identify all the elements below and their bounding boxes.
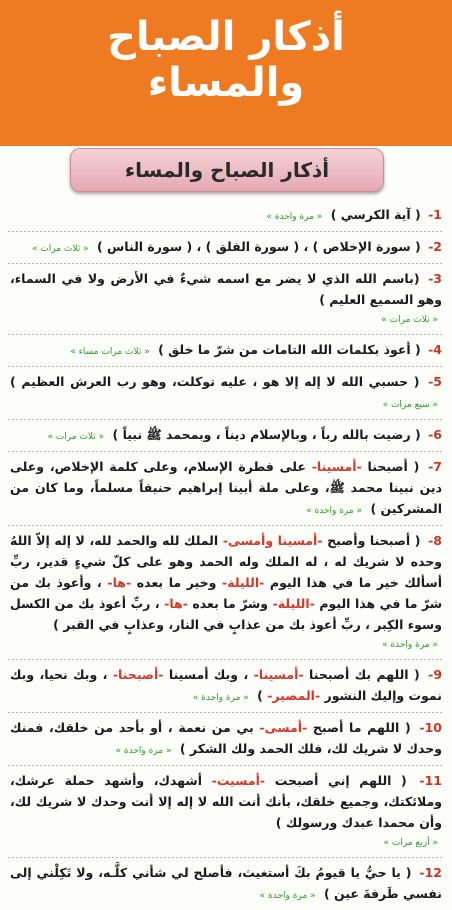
- dhikr-item-1: [0, 200, 452, 231]
- dhikr-text: ( أصبحنا وأصبح: [322, 533, 421, 548]
- item-number: 10-: [419, 720, 442, 735]
- repetition-note: « ثلاث مرات »: [31, 244, 89, 254]
- repetition-note: « أربع مرات »: [383, 838, 438, 848]
- dhikr-text: ( أعوذ بكلمات الله التامات من شرّ ما خلق ): [158, 342, 421, 357]
- dhikr-item-5: [0, 367, 452, 419]
- item-number: 11-: [419, 773, 442, 788]
- dhikr-text: ( اللهم بك أصبحنا: [303, 667, 420, 682]
- dhikr-text: ( اللهم إني أصبحت: [265, 773, 407, 788]
- dhikr-text: ( حسبي الله لا إله إلا هو ، عليه توكلت، وهو رب العرش العظيم ): [10, 374, 420, 389]
- item-number: 8-: [428, 533, 442, 548]
- repetition-note: « مرة واحدة »: [306, 506, 363, 516]
- dhikr-text: بي من نعمة ، أو بأحد من خلقك، فمنك وحدك لا شريك لك، فلك الحمد ولك الشكر ): [10, 720, 442, 756]
- dhikr-text: ( سورة الإخلاص ) ، ( سورة الفلق ) ، ( سورة الناس ): [96, 239, 421, 254]
- item-number: 9-: [428, 667, 443, 682]
- dhikr-text: الملك لله والحمد لله، لا إله إلاّ اللهُ وحده لا شريك له ، له الملك وله الحمد وهو على كلّ شيءٍ قدير، ربِّ أسألك خير ما في هذا اليوم: [10, 533, 442, 590]
- page-title-line2: والمساء: [147, 60, 305, 106]
- dhikr-text: ، وأعوذ بك من شرّ ما في هذا اليوم: [10, 575, 443, 611]
- dhikr-item-4: [0, 335, 452, 366]
- dhikr-text: ( أصبحنا: [361, 459, 420, 474]
- item-number: 6-: [428, 427, 442, 442]
- item-number: 12-: [419, 865, 442, 880]
- dhikr-item-10: [0, 713, 452, 765]
- repetition-note: « مرة واحدة »: [192, 693, 249, 703]
- dhikr-text: ، وبك نحيا، وبك نموت وإليك النشور: [10, 667, 442, 703]
- dhikr-item-3: [0, 264, 452, 334]
- dhikr-text: أشهدك، وأشهد حملة عرشك، وملائكتك، وجميع خلقك، بأنك أنت الله لا إله إلا أنت وحدك لا شريك لك، وأن محمدا عبدك ورسولك ): [10, 773, 442, 830]
- evening-variant: -المصير-: [267, 688, 321, 703]
- dhikr-text: ، ربِّ أعوذ بك من الكسل وسوء الكِبر ، ربِّ أعوذ بك من عذابٍ في النار، وعذابٍ في القبر ): [10, 596, 442, 632]
- evening-variant: -أصبحنا-: [112, 667, 164, 682]
- item-number: 4-: [428, 342, 442, 357]
- dhikr-item-8: [0, 526, 452, 659]
- dhikr-item-9: [0, 660, 452, 712]
- dhikr-text: ( اللهم ما أصبح: [307, 720, 411, 735]
- item-number: 7-: [428, 459, 442, 474]
- title-banner: [0, 0, 452, 146]
- repetition-note: « مرة واحدة »: [266, 212, 323, 222]
- dhikr-text: ، وبك أمسينا: [163, 667, 254, 682]
- dhikr-text: وخير ما بعده: [131, 575, 223, 590]
- repetition-note: « سبع مرات »: [382, 400, 438, 410]
- dhikr-text: ): [257, 688, 268, 703]
- evening-variant: -أمسينا-: [253, 667, 304, 682]
- dhikr-text: ( يا حيُّ يا قيومُ بكَ أستغيث، فأصلح لي شأني كلَّـه، ولا تَكِلْني إلى نفسي طَرفةَ عين ): [10, 865, 442, 901]
- item-number: 2-: [428, 239, 442, 254]
- evening-variant: -الليلة-: [222, 575, 265, 590]
- repetition-note: « مرة واحدة »: [382, 640, 438, 650]
- page-title-line1: أذكار الصباح: [107, 14, 345, 60]
- dhikr-text: ( آية الكرسي ): [330, 207, 421, 222]
- repetition-note: « ثلاث مرات »: [381, 315, 438, 325]
- evening-variant: -أمسى-: [259, 720, 308, 735]
- item-number: 1-: [428, 207, 442, 222]
- repetition-note: « مرة واحدة »: [115, 746, 172, 756]
- dhikr-text: ( رضيت بالله رباً ، وبالإسلام ديناً ، وبمحمد ﷺ نبياً ): [112, 427, 421, 442]
- evening-variant: -الليلة-: [272, 596, 315, 611]
- dhikr-item-6: [0, 420, 452, 451]
- item-number: 3-: [428, 271, 442, 286]
- item-number: 5-: [428, 374, 442, 389]
- dhikr-item-11: [0, 766, 452, 857]
- evening-variant: -أمسينا-: [311, 459, 362, 474]
- adhkar-list: [0, 200, 452, 910]
- repetition-note: « ثلاث مرات »: [47, 432, 105, 442]
- evening-variant: -أمسيت-: [211, 773, 266, 788]
- evening-variant: -أمسينا وأمسى-: [222, 533, 323, 548]
- dhikr-text: وشرّ ما بعده: [187, 596, 273, 611]
- dhikr-item-12: [0, 858, 452, 910]
- dhikr-item-2: [0, 232, 452, 263]
- dhikr-text: على فطرة الإسلام، وعلى كلمة الإخلاص، وعلى دين نبينا محمد ﷺ، وعلى ملة أبينا إبراهيم حنيفاً مسلماً، وما كان من المشركين ): [10, 459, 442, 516]
- dhikr-text: (باسم الله الذي لا يضر مع اسمه شيءٌ في الأرض ولا في السماء، وهو السميع العليم ): [10, 271, 442, 307]
- evening-variant: -ها-: [164, 596, 188, 611]
- repetition-note: « ثلاث مرات مساء »: [70, 347, 150, 357]
- section-title: أذكار الصباح والمساء: [70, 148, 384, 192]
- evening-variant: -ها-: [107, 575, 132, 590]
- dhikr-item-7: [0, 452, 452, 525]
- repetition-note: « مرة واحدة »: [259, 891, 316, 901]
